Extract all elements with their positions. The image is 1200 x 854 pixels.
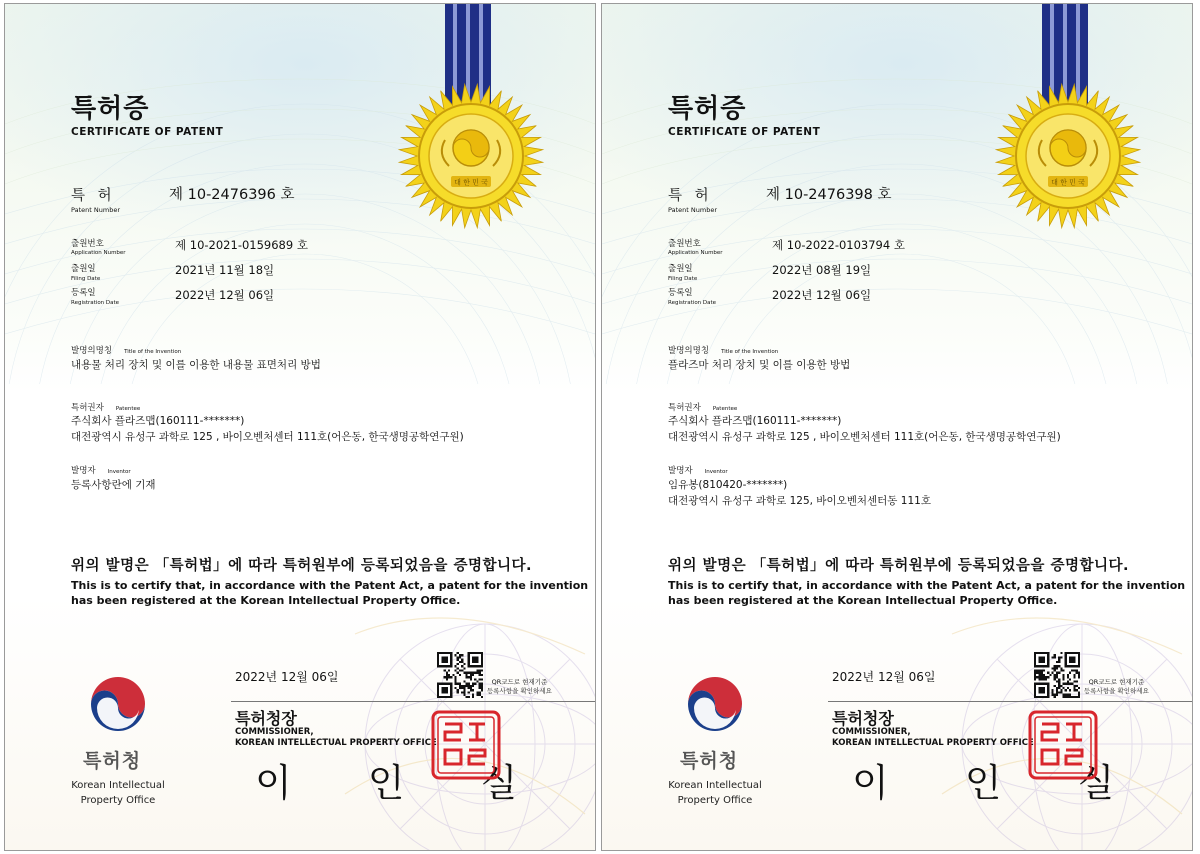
official-red-stamp [1028, 710, 1098, 780]
qr-code[interactable] [437, 652, 483, 698]
commissioner-title-en [235, 727, 437, 749]
commissioner-title: 특허청장 [235, 709, 297, 728]
certification-statement-en [668, 578, 1185, 608]
inventor-label-en: Inventor [107, 469, 131, 475]
inventor-label-ko: 발명자 [71, 466, 96, 476]
filing-date: 2022년 08월 19일 [772, 263, 872, 277]
certification-en-line-2: has been registered at the Korean Intellectual Property Office. [71, 594, 461, 607]
invention-title-label [71, 344, 181, 356]
certification-en-line-1: This is to certify that, in accordance with the Patent Act, a patent for the invention [668, 579, 1186, 592]
application-number-label: 출원번호 [668, 239, 701, 249]
patent-number: 제 10-2476398 호 [766, 187, 892, 203]
invention-title-label-en: Title of the Invention [124, 349, 182, 355]
patent-certificate-left [4, 3, 596, 851]
invention-title: 플라즈마 처리 장치 및 이를 이용한 방법 [668, 359, 851, 371]
invention-title-label-ko: 발명의명칭 [71, 346, 113, 356]
patentee-address: 대전광역시 유성구 과학로 125 , 바이오벤처센터 111호(어은동, 한국생명공학연구원) [71, 431, 464, 443]
patentee-label-en: Patentee [115, 406, 141, 412]
application-number: 제 10-2022-0103794 호 [772, 238, 905, 252]
patent-number-label: 특 허 [71, 188, 116, 204]
kipo-taegeuk-logo [83, 668, 153, 738]
filing-date-label: 출원일 [71, 264, 96, 274]
inventor-line-2: 대전광역시 유성구 과학로 125, 바이오벤처센터동 111호 [668, 495, 931, 507]
commissioner-en-line-2: KOREAN INTELLECTUAL PROPERTY OFFICE [235, 738, 437, 748]
kipo-name-en-line-2: Property Office [80, 795, 156, 806]
application-number-label-en: Application Number [71, 250, 126, 256]
signature-divider [231, 701, 596, 702]
seal-inscription: 대 한 민 국 [1051, 178, 1085, 187]
certification-en-line-2: has been registered at the Korean Intellectual Property Office. [668, 594, 1058, 607]
patentee-label-ko: 특허권자 [71, 403, 104, 413]
patentee-name: 주식회사 플라즈맵(160111-*******) [71, 415, 245, 427]
registration-date: 2022년 12월 06일 [175, 288, 275, 302]
issue-date: 2022년 12월 06일 [832, 670, 936, 684]
patentee-label-en: Patentee [712, 406, 738, 412]
patent-number-label-en: Patent Number [71, 206, 121, 214]
commissioner-en-line-1: COMMISSIONER, [235, 727, 314, 737]
patent-number-label: 특 허 [668, 188, 713, 204]
invention-title: 내용물 처리 장치 및 이를 이용한 내용물 표면처리 방법 [71, 359, 321, 371]
filing-date-label-en: Filing Date [71, 276, 101, 282]
qr-caption [1084, 678, 1149, 696]
patentee-address: 대전광역시 유성구 과학로 125 , 바이오벤처센터 111호(어은동, 한국생명공학연구원) [668, 431, 1061, 443]
certificate-title-en: CERTIFICATE OF PATENT [668, 126, 821, 138]
gold-seal [397, 82, 545, 230]
seal-inscription: 대 한 민 국 [454, 178, 488, 187]
inventor-label [71, 464, 131, 476]
qr-caption-line-1: QR코드로 현재기준 [1088, 678, 1145, 686]
certification-statement-en [71, 578, 588, 608]
certification-statement-ko: 위의 발명은 「특허법」에 따라 특허원부에 등록되었음을 증명합니다. [71, 558, 532, 574]
certificate-title: 특허증 [71, 94, 150, 124]
invention-title-label-en: Title of the Invention [721, 349, 779, 355]
qr-caption-line-2: 등록사항을 확인하세요 [1084, 687, 1149, 695]
registration-date-label: 등록일 [71, 288, 96, 298]
certificate-title: 특허증 [668, 94, 747, 124]
inventor-label-ko: 발명자 [668, 466, 693, 476]
application-number: 제 10-2021-0159689 호 [175, 238, 308, 252]
application-number-label: 출원번호 [71, 239, 104, 249]
kipo-name-en-line-1: Korean Intellectual [668, 780, 762, 791]
invention-title-label [668, 344, 778, 356]
kipo-name-ko: 특허청 [680, 750, 739, 772]
official-red-stamp [431, 710, 501, 780]
commissioner-signature: 이 인 실 [852, 761, 1147, 805]
signature-divider [828, 701, 1193, 702]
registration-date-label: 등록일 [668, 288, 693, 298]
inventor-line-1: 임유봉(810420-*******) [668, 479, 788, 491]
patent-certificate-right [601, 3, 1193, 851]
inventor-line-1: 등록사항란에 기재 [71, 479, 156, 491]
certification-en-line-1: This is to certify that, in accordance with the Patent Act, a patent for the invention [71, 579, 589, 592]
kipo-name-en [666, 778, 764, 808]
commissioner-title: 특허청장 [832, 709, 894, 728]
filing-date-label: 출원일 [668, 264, 693, 274]
patentee-name: 주식회사 플라즈맵(160111-*******) [668, 415, 842, 427]
application-number-label-en: Application Number [668, 250, 723, 256]
patentee-label [668, 401, 737, 413]
patent-number-label-en: Patent Number [668, 206, 718, 214]
qr-code[interactable] [1034, 652, 1080, 698]
patent-number: 제 10-2476396 호 [169, 187, 295, 203]
certification-statement-ko: 위의 발명은 「특허법」에 따라 특허원부에 등록되었음을 증명합니다. [668, 558, 1129, 574]
kipo-name-ko: 특허청 [83, 750, 142, 772]
kipo-name-en-line-1: Korean Intellectual [71, 780, 165, 791]
registration-date-label-en: Registration Date [668, 300, 717, 306]
kipo-name-en-line-2: Property Office [677, 795, 753, 806]
registration-date: 2022년 12월 06일 [772, 288, 872, 302]
invention-title-label-ko: 발명의명칭 [668, 346, 710, 356]
commissioner-title-en [832, 727, 1034, 749]
patentee-label-ko: 특허권자 [668, 403, 701, 413]
registration-date-label-en: Registration Date [71, 300, 120, 306]
qr-caption-line-2: 등록사항을 확인하세요 [487, 687, 552, 695]
kipo-name-en [69, 778, 167, 808]
filing-date-label-en: Filing Date [668, 276, 698, 282]
qr-caption-line-1: QR코드로 현재기준 [491, 678, 548, 686]
commissioner-en-line-2: KOREAN INTELLECTUAL PROPERTY OFFICE [832, 738, 1034, 748]
qr-caption [487, 678, 552, 696]
certificate-title-en: CERTIFICATE OF PATENT [71, 126, 224, 138]
inventor-label-en: Inventor [704, 469, 728, 475]
patentee-label [71, 401, 140, 413]
commissioner-en-line-1: COMMISSIONER, [832, 727, 911, 737]
kipo-taegeuk-logo [680, 668, 750, 738]
commissioner-signature: 이 인 실 [255, 761, 550, 805]
gold-seal [994, 82, 1142, 230]
inventor-label [668, 464, 728, 476]
issue-date: 2022년 12월 06일 [235, 670, 339, 684]
filing-date: 2021년 11월 18일 [175, 263, 275, 277]
